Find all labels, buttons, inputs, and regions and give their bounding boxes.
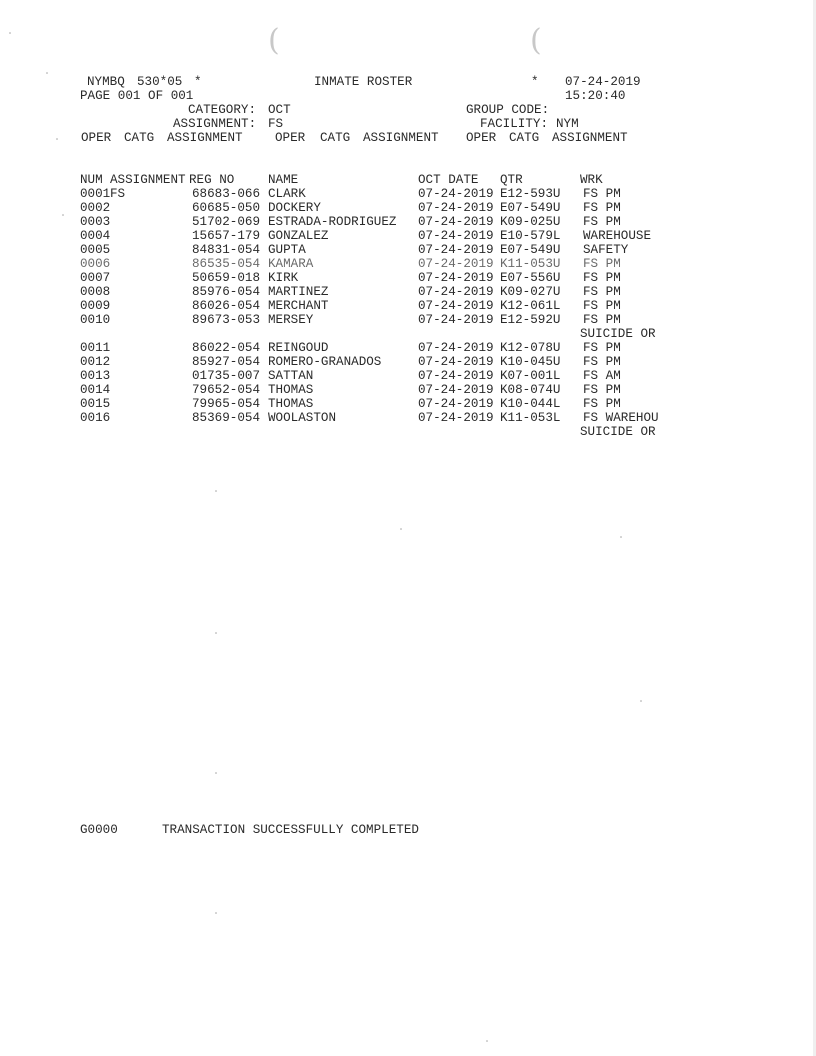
row-name: KAMARA (268, 257, 314, 271)
scan-speck (620, 536, 622, 538)
row-qtr: K11-053L (500, 411, 561, 425)
assignment-label: ASSIGNMENT: (173, 117, 257, 131)
scan-speck (9, 32, 11, 34)
row-wrk: FS PM (583, 215, 621, 229)
row-name: ESTRADA-RODRIGUEZ (268, 215, 397, 229)
assignment-value: FS (268, 117, 284, 131)
col-assignment: ASSIGNMENT (110, 173, 186, 187)
row-qtr: E07-549U (500, 243, 561, 257)
row-wrk: FS PM (583, 299, 621, 313)
row-qtr: E07-556U (500, 271, 561, 285)
row-assignment: FS (110, 187, 126, 201)
table-row (0, 202, 816, 216)
table-row (0, 188, 816, 202)
col-num: NUM (80, 173, 103, 187)
assignment-column-label: ASSIGNMENT (363, 131, 439, 145)
row-qtr: E12-593U (500, 187, 561, 201)
row-reg-no: 89673-053 (192, 313, 261, 327)
row-name: MERSEY (268, 313, 314, 327)
row-num: 0016 (80, 411, 111, 425)
scan-speck (56, 138, 58, 140)
row-name: ROMERO-GRANADOS (268, 355, 382, 369)
row-name: MERCHANT (268, 299, 329, 313)
row-qtr: K10-044L (500, 397, 561, 411)
row-num: 0010 (80, 313, 111, 327)
catg-label: CATG (320, 131, 351, 145)
row-name: MARTINEZ (268, 285, 329, 299)
row-num: 0009 (80, 299, 111, 313)
table-row (0, 314, 816, 328)
row-name: GUPTA (268, 243, 306, 257)
row-wrk: FS PM (583, 341, 621, 355)
row-wrk: FS PM (583, 257, 621, 271)
row-wrk: FS PM (583, 201, 621, 215)
row-reg-no: 85927-054 (192, 355, 261, 369)
row-wrk: FS PM (583, 187, 621, 201)
row-num: 0015 (80, 397, 111, 411)
row-wrk: FS PM (583, 397, 621, 411)
assignment-column-label: ASSIGNMENT (552, 131, 628, 145)
row-oct-date: 07-24-2019 (418, 201, 494, 215)
row-wrk: FS PM (583, 383, 621, 397)
row-reg-no: 84831-054 (192, 243, 261, 257)
row-num: 0003 (80, 215, 111, 229)
col-qtr: QTR (500, 173, 523, 187)
row-name: DOCKERY (268, 201, 321, 215)
row-oct-date: 07-24-2019 (418, 313, 494, 327)
table-row-note (0, 328, 816, 342)
row-reg-no: 01735-007 (192, 369, 261, 383)
scan-speck (46, 72, 48, 74)
row-note: SUICIDE OR (580, 327, 656, 341)
row-num: 0006 (80, 257, 111, 271)
table-row (0, 272, 816, 286)
scan-speck (62, 214, 64, 216)
header-star-right: * (531, 75, 539, 89)
row-reg-no: 68683-066 (192, 187, 261, 201)
row-reg-no: 85369-054 (192, 411, 261, 425)
row-wrk: FS PM (583, 285, 621, 299)
row-num: 0012 (80, 355, 111, 369)
category-label: CATEGORY: (188, 103, 257, 117)
row-oct-date: 07-24-2019 (418, 369, 494, 383)
page-indicator: PAGE 001 OF 001 (80, 89, 194, 103)
row-oct-date: 07-24-2019 (418, 397, 494, 411)
row-num: 0007 (80, 271, 111, 285)
table-row (0, 244, 816, 258)
row-name: THOMAS (268, 397, 314, 411)
table-row (0, 398, 816, 412)
table-row (0, 356, 816, 370)
oper-label: OPER (81, 131, 112, 145)
table-row (0, 230, 816, 244)
row-name: THOMAS (268, 383, 314, 397)
scan-speck (215, 772, 217, 774)
scan-speck (215, 912, 217, 914)
row-reg-no: 51702-069 (192, 215, 261, 229)
row-oct-date: 07-24-2019 (418, 257, 494, 271)
row-wrk: WAREHOUSE (583, 229, 652, 243)
row-reg-no: 79652-054 (192, 383, 261, 397)
report-date: 07-24-2019 (565, 75, 641, 89)
facility-value: NYM (556, 117, 579, 131)
system-code: NYMBQ (87, 75, 125, 89)
facility-label: FACILITY: (480, 117, 549, 131)
assignment-column-label: ASSIGNMENT (167, 131, 243, 145)
table-row (0, 286, 816, 300)
row-oct-date: 07-24-2019 (418, 383, 494, 397)
row-wrk: FS PM (583, 271, 621, 285)
row-oct-date: 07-24-2019 (418, 411, 494, 425)
row-qtr: K09-027U (500, 285, 561, 299)
table-row (0, 258, 816, 272)
col-name: NAME (268, 173, 299, 187)
row-oct-date: 07-24-2019 (418, 285, 494, 299)
row-qtr: K08-074U (500, 383, 561, 397)
scan-speck (215, 632, 217, 634)
oper-label: OPER (466, 131, 497, 145)
row-qtr: E10-579L (500, 229, 561, 243)
scan-speck (400, 528, 402, 530)
row-reg-no: 50659-018 (192, 271, 261, 285)
row-oct-date: 07-24-2019 (418, 215, 494, 229)
row-name: WOOLASTON (268, 411, 337, 425)
row-wrk: SAFETY (583, 243, 629, 257)
row-num: 0001 (80, 187, 111, 201)
row-oct-date: 07-24-2019 (418, 341, 494, 355)
row-reg-no: 79965-054 (192, 397, 261, 411)
status-code: G0000 (80, 823, 118, 837)
row-wrk: FS PM (583, 313, 621, 327)
row-oct-date: 07-24-2019 (418, 187, 494, 201)
row-reg-no: 15657-179 (192, 229, 261, 243)
status-message: TRANSACTION SUCCESSFULLY COMPLETED (162, 823, 419, 837)
row-name: KIRK (268, 271, 299, 285)
row-oct-date: 07-24-2019 (418, 299, 494, 313)
row-num: 0002 (80, 201, 111, 215)
category-value: OCT (268, 103, 291, 117)
table-row (0, 412, 816, 426)
report-title: INMATE ROSTER (314, 75, 413, 89)
table-row (0, 216, 816, 230)
col-oct-date: OCT DATE (418, 173, 479, 187)
catg-label: CATG (124, 131, 155, 145)
table-row (0, 300, 816, 314)
row-name: REINGOUD (268, 341, 329, 355)
row-oct-date: 07-24-2019 (418, 355, 494, 369)
row-qtr: K12-061L (500, 299, 561, 313)
row-num: 0008 (80, 285, 111, 299)
hole-punch-mark: ( (268, 23, 280, 58)
row-wrk: FS WAREHOU (583, 411, 659, 425)
report-time: 15:20:40 (565, 89, 626, 103)
row-qtr: E07-549U (500, 201, 561, 215)
row-oct-date: 07-24-2019 (418, 271, 494, 285)
table-row-note (0, 426, 816, 440)
group-code-label: GROUP CODE: (466, 103, 550, 117)
row-qtr: K11-053U (500, 257, 561, 271)
table-row (0, 342, 816, 356)
row-oct-date: 07-24-2019 (418, 229, 494, 243)
program-code: 530*05 (137, 75, 183, 89)
row-name: GONZALEZ (268, 229, 329, 243)
row-num: 0011 (80, 341, 111, 355)
col-wrk: WRK (580, 173, 603, 187)
hole-punch-mark: ( (530, 23, 542, 58)
row-num: 0014 (80, 383, 111, 397)
row-reg-no: 86022-054 (192, 341, 261, 355)
row-name: CLARK (268, 187, 306, 201)
row-note: SUICIDE OR (580, 425, 656, 439)
row-oct-date: 07-24-2019 (418, 243, 494, 257)
scan-speck (486, 1040, 488, 1042)
row-qtr: K10-045U (500, 355, 561, 369)
row-qtr: K12-078U (500, 341, 561, 355)
row-num: 0013 (80, 369, 111, 383)
table-row (0, 370, 816, 384)
row-num: 0005 (80, 243, 111, 257)
row-qtr: K07-001L (500, 369, 561, 383)
header-star-left: * (194, 75, 202, 89)
table-row (0, 384, 816, 398)
row-qtr: K09-025U (500, 215, 561, 229)
row-num: 0004 (80, 229, 111, 243)
scan-speck (215, 490, 217, 492)
row-reg-no: 85976-054 (192, 285, 261, 299)
row-qtr: E12-592U (500, 313, 561, 327)
row-reg-no: 60685-050 (192, 201, 261, 215)
catg-label: CATG (509, 131, 540, 145)
row-name: SATTAN (268, 369, 314, 383)
scan-speck (640, 700, 642, 702)
row-wrk: FS PM (583, 355, 621, 369)
row-wrk: FS AM (583, 369, 621, 383)
row-reg-no: 86535-054 (192, 257, 261, 271)
oper-label: OPER (275, 131, 306, 145)
col-reg-no: REG NO (189, 173, 235, 187)
row-reg-no: 86026-054 (192, 299, 261, 313)
